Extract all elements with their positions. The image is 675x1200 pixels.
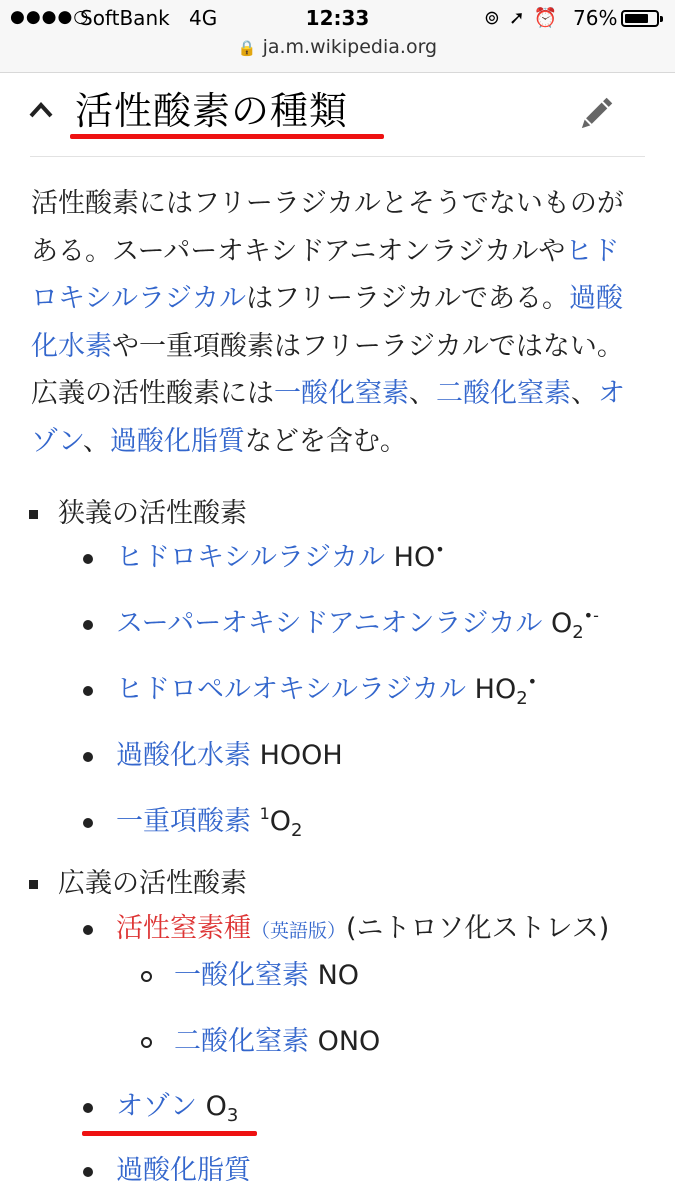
chemical-formula: $O_2^{•-}$ <box>550 606 599 643</box>
paragraph-text: 、 <box>82 425 110 457</box>
link-hydrogen-peroxide[interactable]: 過酸化水素 <box>116 740 251 771</box>
link-ozone[interactable]: オゾン <box>116 1091 197 1122</box>
status-icons <box>484 6 567 29</box>
list-item <box>116 909 609 951</box>
list-bullet <box>29 510 38 519</box>
paragraph-text: はフリーラジカルである。 <box>246 283 569 315</box>
network-type: 4G <box>189 6 218 30</box>
chemical-formula: $^1O_2$ <box>259 804 303 841</box>
clock: 12:33 <box>305 6 370 30</box>
link-hydroxyl-radical[interactable]: ヒドロキシルラジカル <box>31 235 620 315</box>
list-item <box>116 1151 251 1191</box>
signal-strength: ●●●●○ <box>10 7 90 27</box>
list-bullet <box>83 925 93 935</box>
link-lipid-peroxide[interactable]: 過酸化脂質 <box>109 425 245 457</box>
link-lipid-peroxide[interactable]: 過酸化脂質 <box>116 1155 251 1186</box>
section-title: 活性酸素の種類 <box>75 89 349 133</box>
browser-chrome <box>0 0 675 73</box>
lock-icon: 🔒 <box>237 39 257 57</box>
link-english-version[interactable]: （英語版） <box>251 920 347 942</box>
list-bullet <box>83 1167 93 1177</box>
list-bullet <box>141 971 152 982</box>
section-heading-row[interactable] <box>0 78 675 158</box>
link-superoxide-anion-radical[interactable]: スーパーオキシドアニオンラジカル <box>116 608 543 639</box>
annotation-underline-heading <box>70 134 384 139</box>
chemical-formula: ONO <box>317 1026 381 1057</box>
list-item <box>116 1087 238 1127</box>
url-domain[interactable]: ja.m.wikipedia.org <box>262 36 438 58</box>
location-arrow-icon: ➚ <box>508 7 534 29</box>
paragraph-text: 、 <box>409 378 436 410</box>
url-bar[interactable] <box>0 36 675 58</box>
paragraph-text: などを含む。 <box>244 425 407 457</box>
paragraph-text: 、 <box>571 378 598 410</box>
chemical-formula: HO• <box>393 540 445 573</box>
chemical-formula: $HO_2^•$ <box>474 672 538 709</box>
link-hydroperoxyl-radical[interactable]: ヒドロペルオキシルラジカル <box>116 674 467 705</box>
intro-paragraph <box>31 180 646 466</box>
link-nitrogen-dioxide[interactable]: 二酸化窒素 <box>436 378 571 410</box>
list-item <box>174 1022 380 1062</box>
list-bullet <box>29 880 38 889</box>
carrier-name: SoftBank <box>80 6 170 30</box>
list-item-text: (ニトロソ化ストレス) <box>346 913 610 944</box>
rotation-lock-icon: ⊚ <box>484 7 509 29</box>
paragraph-text: 活性酸素にはフリーラジカルとそうでないものがある。スーパーオキシドアニオンラジカルや <box>31 188 624 267</box>
chemical-formula: HOOH <box>259 740 343 771</box>
list-item <box>116 670 537 710</box>
battery-icon <box>621 10 659 27</box>
chevron-up-icon[interactable] <box>28 90 54 128</box>
list-bullet <box>83 1103 93 1113</box>
chemical-formula: $O_3$ <box>205 1091 239 1126</box>
section-divider <box>30 156 645 157</box>
list-bullet <box>83 818 93 828</box>
link-ozone[interactable]: オゾン <box>31 378 625 457</box>
link-nitric-oxide[interactable]: 一酸化窒素 <box>274 378 409 410</box>
list-bullet <box>83 752 93 762</box>
link-hydroxyl-radical[interactable]: ヒドロキシルラジカル <box>116 542 386 573</box>
link-nitric-oxide[interactable]: 一酸化窒素 <box>174 960 309 991</box>
link-nitrogen-dioxide[interactable]: 二酸化窒素 <box>174 1026 309 1057</box>
link-singlet-oxygen[interactable]: 一重項酸素 <box>116 806 251 837</box>
battery-fill <box>625 14 648 23</box>
list-bullet <box>83 554 93 564</box>
list-item <box>116 604 599 644</box>
list-item <box>116 538 445 578</box>
battery-percent: 76% <box>573 6 618 30</box>
list-bullet <box>83 620 93 630</box>
list-bullet <box>141 1037 152 1048</box>
list-label-broad: 広義の活性酸素 <box>58 868 247 899</box>
list-item <box>116 736 343 776</box>
list-item <box>116 802 303 842</box>
redlink-reactive-nitrogen-species[interactable]: 活性窒素種 <box>116 913 251 944</box>
status-bar <box>0 0 675 38</box>
chemical-formula: NO <box>317 960 360 991</box>
paragraph-text: や一重項酸素はフリーラジカルではない。広義の活性酸素には <box>31 330 624 410</box>
link-hydrogen-peroxide[interactable]: 過酸化水素 <box>31 283 623 362</box>
annotation-underline-ozone <box>82 1131 257 1136</box>
list-label-narrow: 狭義の活性酸素 <box>58 498 247 529</box>
list-bullet <box>83 686 93 696</box>
alarm-icon: ⏰ <box>533 7 567 29</box>
list-item <box>174 956 359 996</box>
pencil-icon[interactable] <box>575 93 617 135</box>
